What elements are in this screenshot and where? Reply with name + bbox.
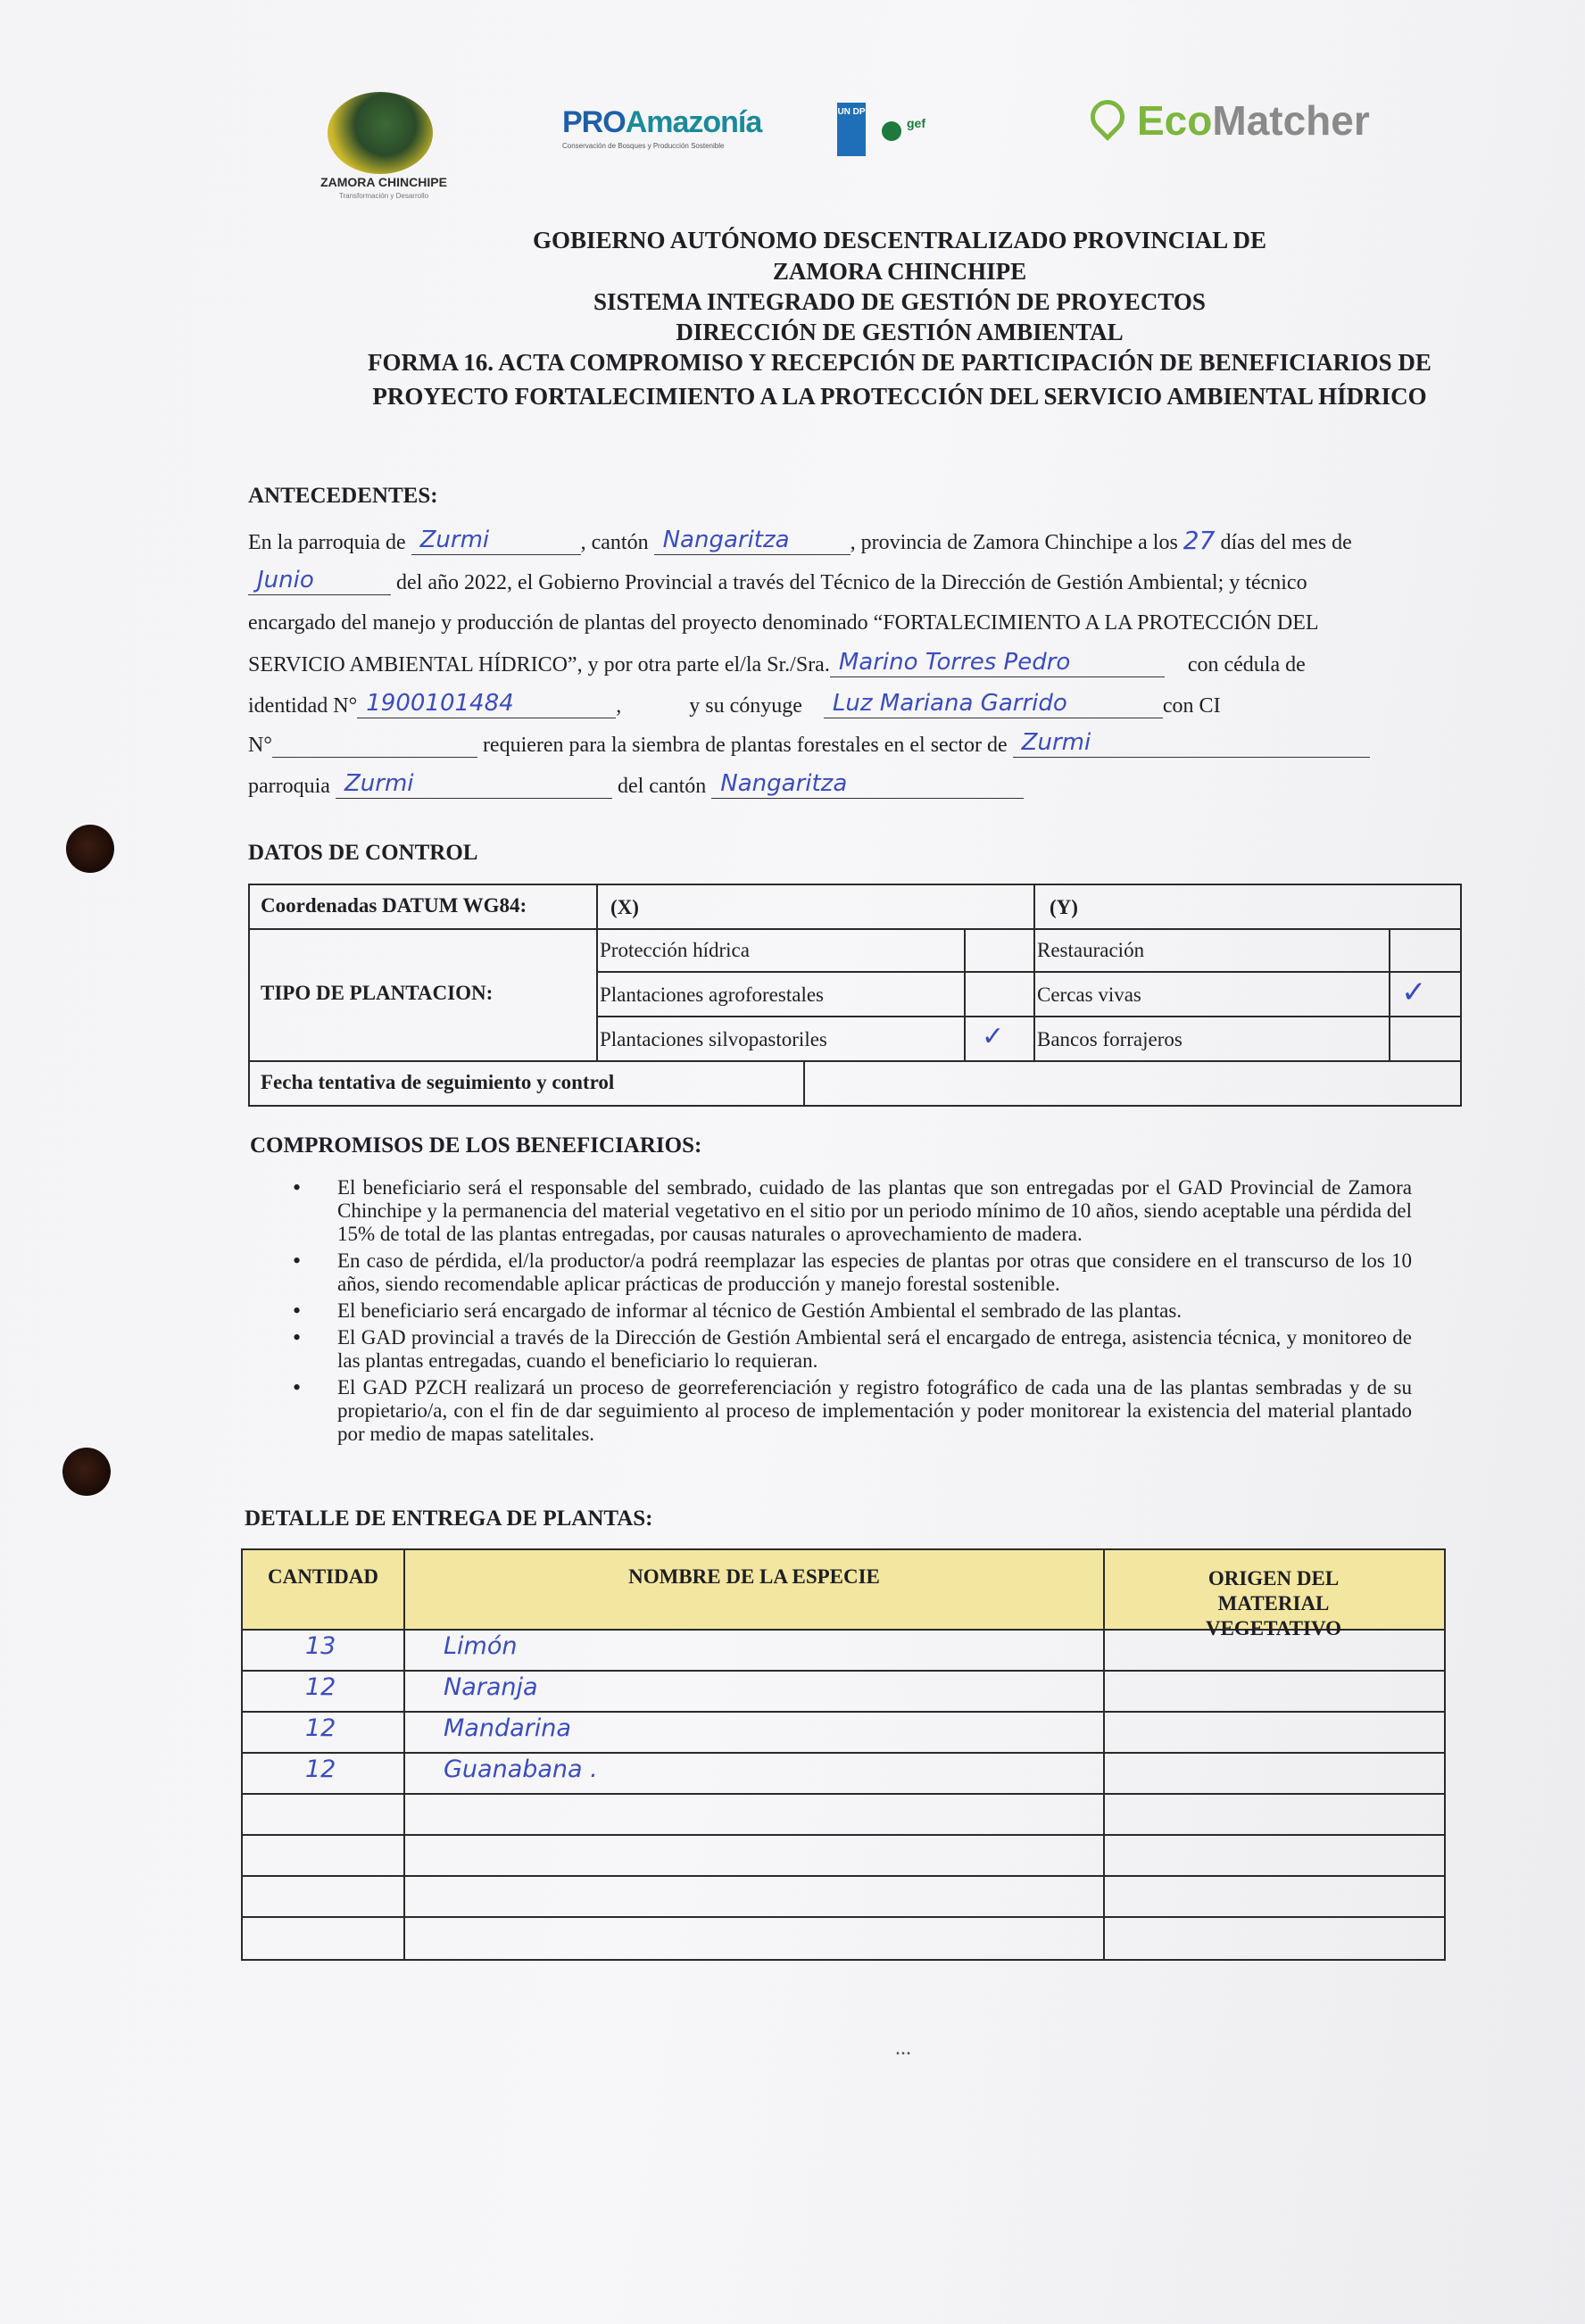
header-line-1: GOBIERNO AUTÓNOMO DESCENTRALIZADO PROVINCIAL DE <box>532 227 1267 253</box>
antecedentes-line-6: N° requieren para la siembra de plantas forestales en el sector de Zurmi <box>248 732 1370 758</box>
coord-y-label: (Y) <box>1050 896 1078 918</box>
gad-logo-name: ZAMORA CHINCHIPE <box>320 175 447 189</box>
gad-emblem-icon <box>328 92 433 174</box>
option-bancos-forrajeros: Bancos forrajeros <box>1037 1028 1183 1050</box>
option-restauracion: Restauración <box>1037 939 1145 961</box>
col-especie-header: NOMBRE DE LA ESPECIE <box>628 1565 880 1588</box>
row-1-cantidad: 13 <box>305 1632 336 1660</box>
beneficiario-value: Marino Torres Pedro <box>838 649 1071 676</box>
col-origen-header: ORIGEN DEL MATERIAL VEGETATIVO <box>1205 1567 1342 1639</box>
punch-hole <box>62 1448 111 1496</box>
dias-value: 27 <box>1183 526 1216 555</box>
control-title: DATOS DE CONTROL <box>248 841 478 865</box>
antecedentes-title: ANTECEDENTES: <box>248 484 438 508</box>
check-silvopastoriles: ✓ <box>982 1021 1005 1052</box>
row-2-cantidad: 12 <box>305 1673 336 1701</box>
conyuge-value: Luz Mariana Garrido <box>832 690 1067 717</box>
punch-hole <box>66 825 114 873</box>
compromiso-item: • El GAD provincial a través de la Dirección de Gestión Ambiental será el encargado de entrega, asistencia técnica, y monitoreo de las plantas entregadas, cuando el beneficiario lo requieran. <box>286 1326 1412 1373</box>
antecedentes-line-4: SERVICIO AMBIENTAL HÍDRICO”, y por otra parte el/la Sr./Sra. Marino Torres Pedro con cédula de <box>248 649 1306 676</box>
sector-value: Zurmi <box>1021 729 1091 756</box>
canton2-value: Nangaritza <box>720 770 848 797</box>
plants-table <box>241 1548 1446 1961</box>
gad-zamora-logo <box>317 85 451 210</box>
check-cercas-vivas: ✓ <box>1401 975 1427 1010</box>
parroquia2-value: Zurmi <box>344 770 414 797</box>
entrega-title: DETALLE DE ENTREGA DE PLANTAS: <box>245 1506 653 1531</box>
compromiso-item: • El beneficiario será encargado de informar al técnico de Gestión Ambiental el sembrado de las plantas. <box>286 1299 1412 1323</box>
row-3-especie: Mandarina <box>444 1714 571 1742</box>
antecedentes-line-1: En la parroquia de Zurmi , cantón Nangaritza , provincia de Zamora Chinchipe a los 27 días del mes de <box>248 526 1352 555</box>
compromiso-item: • El beneficiario será el responsable del sembrado, cuidado de las plantas que son entregadas por el GAD Provincial de Zamora Chinchipe y la permanencia del material vegetativo en el sitio por un periodo mínimo de 10 años, siendo aceptable una pérdida del 15% de total de las plantas entregadas, por causas naturales o aprovechamiento de madera. <box>286 1176 1412 1246</box>
antecedentes-line-2: Junio del año 2022, el Gobierno Provincial a través del Técnico de la Dirección de Gestión Ambiental; y técnico <box>248 569 1307 595</box>
antecedentes-line-3: encargado del manejo y producción de plantas del proyecto denominado “FORTALECIMIENTO A LA PROTECCIÓN DEL <box>248 611 1319 635</box>
ecomatcher-logo: EcoMatcher <box>1091 96 1421 150</box>
gef-globe-icon <box>882 121 901 141</box>
option-proteccion-hidrica: Protección hídrica <box>600 939 750 961</box>
header-line-3: SISTEMA INTEGRADO DE GESTIÓN DE PROYECTOS <box>593 288 1206 315</box>
col-cantidad-header: CANTIDAD <box>268 1565 378 1588</box>
footer-mark: ... <box>895 2037 911 2060</box>
row-4-cantidad: 12 <box>305 1755 336 1783</box>
compromisos-title: COMPROMISOS DE LOS BENEFICIARIOS: <box>250 1133 702 1158</box>
option-silvopastoriles: Plantaciones silvopastoriles <box>600 1028 827 1050</box>
compromiso-item: • En caso de pérdida, el/la productor/a podrá reemplazar las especies de plantas por otras que considere en el transcurso de los 10 años, siendo recomendable aplicar prácticas de producción y manejo forestal sostenible. <box>286 1249 1412 1296</box>
tipo-plantacion-label: TIPO DE PLANTACION: <box>261 982 494 1004</box>
gad-logo-tag: Transformación y Desarrollo <box>338 192 429 200</box>
mes-value: Junio <box>257 567 314 593</box>
control-table <box>248 884 1462 1107</box>
compromiso-item: • El GAD PZCH realizará un proceso de georreferenciación y registro fotográfico de cada una de las plantas sembradas y de su propietario/a, con el fin de dar seguimiento al proceso de implementación y poder monitorear la existencia del material plantado por medio de mapas satelitales. <box>286 1376 1412 1446</box>
compromisos-list <box>286 1176 1412 1449</box>
option-agroforestales: Plantaciones agroforestales <box>600 984 824 1006</box>
undp-logo: UN DP <box>837 103 866 156</box>
proamazonia-logo: PROAmazonía Conservación de Bosques y Producción Sostenible <box>562 105 762 150</box>
row-3-cantidad: 12 <box>305 1714 336 1742</box>
gef-logo: gef <box>882 116 935 152</box>
antecedentes-line-5: identidad N° 1900101484 , y su cónyuge Luz Mariana Garrido con CI <box>248 690 1221 718</box>
form-title-line-2: PROYECTO FORTALECIMIENTO A LA PROTECCIÓN DEL SERVICIO AMBIENTAL HÍDRICO <box>372 383 1427 410</box>
row-2-especie: Naranja <box>444 1673 538 1701</box>
canton-value: Nangaritza <box>662 527 790 553</box>
header-line-2: ZAMORA CHINCHIPE <box>772 258 1027 285</box>
option-cercas-vivas: Cercas vivas <box>1037 984 1141 1006</box>
location-pin-icon <box>1083 93 1132 141</box>
row-1-especie: Limón <box>444 1632 518 1660</box>
fecha-seguimiento-label: Fecha tentativa de seguimiento y control <box>261 1071 615 1093</box>
row-4-especie: Guanabana . <box>444 1755 598 1783</box>
cedula-value: 1900101484 <box>366 690 514 717</box>
header-line-4: DIRECCIÓN DE GESTIÓN AMBIENTAL <box>676 319 1124 345</box>
coord-x-label: (X) <box>610 896 639 918</box>
form-title-line-1: FORMA 16. ACTA COMPROMISO Y RECEPCIÓN DE PARTICIPACIÓN DE BENEFICIARIOS DE <box>368 349 1431 376</box>
coord-label: Coordenadas DATUM WG84: <box>261 894 527 917</box>
antecedentes-line-7: parroquia Zurmi del cantón Nangaritza <box>248 773 1024 799</box>
parroquia-value: Zurmi <box>419 527 490 553</box>
